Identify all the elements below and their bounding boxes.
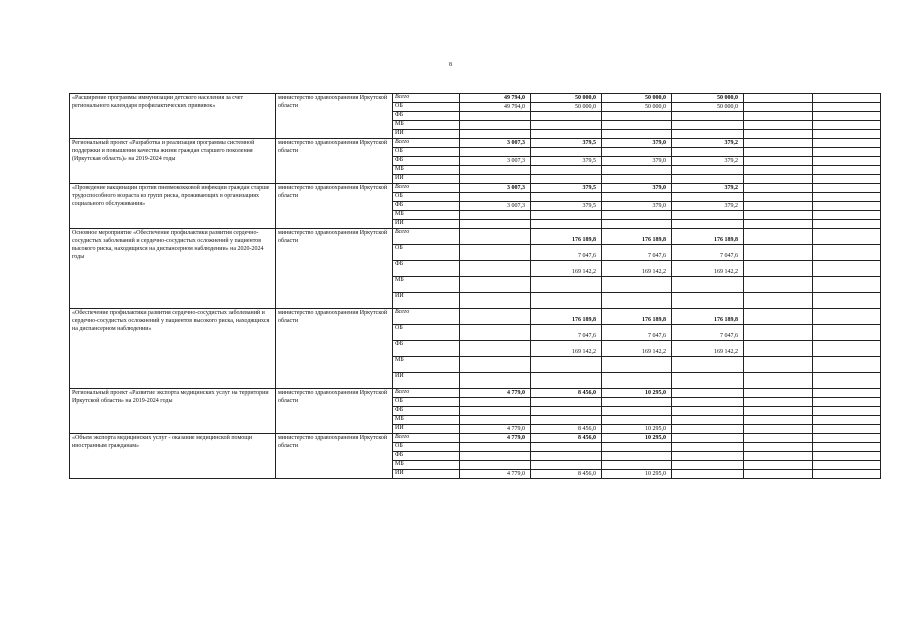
executor-name: министерство здравоохранения Иркутской области <box>276 94 393 139</box>
funding-value-year-4: 379,2 <box>672 184 744 193</box>
funding-value-year-3 <box>602 166 672 175</box>
funding-value-year-3: 7 047,6 <box>602 325 672 341</box>
funding-source-label: Всего <box>393 389 460 398</box>
funding-value-year-4: 379,2 <box>672 202 744 211</box>
funding-value-year-5 <box>744 103 813 112</box>
funding-value-year-4 <box>672 277 744 293</box>
funding-value-year-6 <box>813 407 881 416</box>
funding-value-year-5 <box>744 193 813 202</box>
funding-source-label: Всего <box>393 184 460 193</box>
funding-value-year-5 <box>744 425 813 434</box>
funding-value-year-6 <box>813 443 881 452</box>
table-row <box>70 229 881 245</box>
funding-value-year-2 <box>531 452 602 461</box>
funding-value-year-1: 3 007,3 <box>460 184 531 193</box>
funding-value-year-5 <box>744 112 813 121</box>
funding-value-year-2 <box>531 166 602 175</box>
funding-value-year-5 <box>744 452 813 461</box>
funding-source-label: ИИ <box>393 373 460 389</box>
funding-source-label: ОБ <box>393 398 460 407</box>
funding-value-year-5 <box>744 220 813 229</box>
funding-value-year-6 <box>813 373 881 389</box>
funding-value-year-1 <box>460 416 531 425</box>
funding-value-year-2 <box>531 407 602 416</box>
funding-value-year-3 <box>602 193 672 202</box>
funding-value-year-1 <box>460 357 531 373</box>
funding-value-year-2 <box>531 193 602 202</box>
funding-value-year-2: 8 456,0 <box>531 425 602 434</box>
funding-value-year-1 <box>460 193 531 202</box>
funding-source-label: ИИ <box>393 130 460 139</box>
funding-value-year-4 <box>672 130 744 139</box>
funding-value-year-1: 49 794,0 <box>460 94 531 103</box>
funding-value-year-2: 379,5 <box>531 184 602 193</box>
funding-value-year-1 <box>460 220 531 229</box>
funding-source-label: ФБ <box>393 407 460 416</box>
funding-source-label: МБ <box>393 121 460 130</box>
funding-source-label: Всего <box>393 94 460 103</box>
funding-source-label: МБ <box>393 357 460 373</box>
funding-value-year-5 <box>744 202 813 211</box>
funding-value-year-1: 3 007,3 <box>460 157 531 166</box>
funding-value-year-6 <box>813 470 881 479</box>
funding-value-year-4 <box>672 452 744 461</box>
funding-value-year-4 <box>672 398 744 407</box>
funding-value-year-4 <box>672 416 744 425</box>
funding-value-year-1: 3 007,3 <box>460 139 531 148</box>
funding-value-year-1: 4 779,0 <box>460 389 531 398</box>
activity-name: Региональный проект «Развитие экспорта медицинских услуг на территории Иркутской области» на 2019-2024 годы <box>70 389 276 434</box>
funding-source-label: Всего <box>393 229 460 245</box>
funding-value-year-4 <box>672 193 744 202</box>
funding-value-year-3: 176 189,8 <box>602 229 672 245</box>
funding-value-year-3 <box>602 407 672 416</box>
funding-value-year-3 <box>602 220 672 229</box>
funding-value-year-2 <box>531 461 602 470</box>
funding-value-year-1 <box>460 293 531 309</box>
funding-value-year-6 <box>813 341 881 357</box>
funding-value-year-4: 50 000,0 <box>672 103 744 112</box>
funding-value-year-3: 50 000,0 <box>602 103 672 112</box>
funding-value-year-3 <box>602 211 672 220</box>
funding-value-year-6 <box>813 461 881 470</box>
funding-value-year-4: 379,2 <box>672 139 744 148</box>
funding-value-year-4 <box>672 175 744 184</box>
funding-value-year-6 <box>813 211 881 220</box>
funding-value-year-6 <box>813 148 881 157</box>
funding-source-label: ИИ <box>393 470 460 479</box>
table-row <box>70 184 881 193</box>
funding-value-year-2: 379,5 <box>531 157 602 166</box>
funding-value-year-4 <box>672 434 744 443</box>
executor-name: министерство здравоохранения Иркутской области <box>276 389 393 434</box>
funding-value-year-4 <box>672 211 744 220</box>
funding-value-year-5 <box>744 470 813 479</box>
funding-value-year-5 <box>744 407 813 416</box>
funding-value-year-5 <box>744 357 813 373</box>
funding-value-year-2: 169 142,2 <box>531 341 602 357</box>
funding-value-year-2 <box>531 220 602 229</box>
funding-value-year-6 <box>813 184 881 193</box>
funding-value-year-5 <box>744 94 813 103</box>
funding-value-year-1 <box>460 112 531 121</box>
funding-value-year-3: 379,0 <box>602 202 672 211</box>
funding-value-year-5 <box>744 443 813 452</box>
funding-value-year-5 <box>744 434 813 443</box>
funding-value-year-5 <box>744 261 813 277</box>
funding-value-year-3: 379,0 <box>602 157 672 166</box>
funding-source-label: ФБ <box>393 157 460 166</box>
funding-value-year-3: 10 295,0 <box>602 470 672 479</box>
funding-value-year-2: 7 047,6 <box>531 325 602 341</box>
funding-value-year-5 <box>744 325 813 341</box>
funding-value-year-2: 176 189,8 <box>531 229 602 245</box>
funding-source-label: МБ <box>393 211 460 220</box>
funding-value-year-4 <box>672 461 744 470</box>
funding-value-year-5 <box>744 293 813 309</box>
funding-value-year-4 <box>672 389 744 398</box>
funding-value-year-4: 176 189,8 <box>672 309 744 325</box>
funding-value-year-3 <box>602 373 672 389</box>
funding-value-year-6 <box>813 416 881 425</box>
funding-value-year-6 <box>813 277 881 293</box>
funding-value-year-5 <box>744 461 813 470</box>
funding-value-year-6 <box>813 139 881 148</box>
table-row <box>70 309 881 325</box>
funding-value-year-2 <box>531 373 602 389</box>
funding-value-year-4: 7 047,6 <box>672 245 744 261</box>
funding-value-year-6 <box>813 175 881 184</box>
funding-value-year-5 <box>744 157 813 166</box>
funding-value-year-2: 379,5 <box>531 202 602 211</box>
activity-name: «Объем экспорта медицинских услуг - оказание медицинской помощи иностранным гражданам» <box>70 434 276 479</box>
table-row <box>70 389 881 398</box>
funding-source-label: ФБ <box>393 261 460 277</box>
funding-source-label: ОБ <box>393 193 460 202</box>
funding-source-label: ФБ <box>393 341 460 357</box>
funding-source-label: ОБ <box>393 148 460 157</box>
funding-value-year-3 <box>602 452 672 461</box>
funding-value-year-5 <box>744 309 813 325</box>
funding-value-year-5 <box>744 166 813 175</box>
funding-value-year-2 <box>531 148 602 157</box>
funding-value-year-1 <box>460 452 531 461</box>
executor-name: министерство здравоохранения Иркутской области <box>276 309 393 389</box>
funding-value-year-2 <box>531 112 602 121</box>
funding-value-year-1: 4 779,0 <box>460 434 531 443</box>
funding-value-year-4 <box>672 470 744 479</box>
executor-name: министерство здравоохранения Иркутской области <box>276 184 393 229</box>
funding-value-year-2: 50 000,0 <box>531 94 602 103</box>
funding-value-year-6 <box>813 166 881 175</box>
funding-value-year-4: 169 142,2 <box>672 341 744 357</box>
funding-value-year-6 <box>813 157 881 166</box>
funding-source-label: МБ <box>393 416 460 425</box>
funding-source-label: ИИ <box>393 425 460 434</box>
funding-value-year-1 <box>460 309 531 325</box>
table-row <box>70 139 881 148</box>
funding-value-year-1 <box>460 130 531 139</box>
funding-value-year-6 <box>813 245 881 261</box>
funding-value-year-5 <box>744 211 813 220</box>
funding-table <box>69 93 881 479</box>
funding-value-year-5 <box>744 389 813 398</box>
funding-value-year-2: 8 456,0 <box>531 389 602 398</box>
funding-value-year-2: 8 456,0 <box>531 434 602 443</box>
funding-value-year-6 <box>813 434 881 443</box>
funding-value-year-3: 50 000,0 <box>602 94 672 103</box>
funding-value-year-6 <box>813 112 881 121</box>
funding-value-year-4 <box>672 112 744 121</box>
funding-source-label: ОБ <box>393 443 460 452</box>
executor-name: министерство здравоохранения Иркутской области <box>276 434 393 479</box>
funding-source-label: ОБ <box>393 245 460 261</box>
funding-value-year-2 <box>531 277 602 293</box>
funding-value-year-6 <box>813 425 881 434</box>
funding-value-year-3 <box>602 175 672 184</box>
funding-value-year-3: 379,0 <box>602 184 672 193</box>
funding-value-year-1 <box>460 277 531 293</box>
funding-value-year-1 <box>460 373 531 389</box>
activity-name: Основное мероприятие «Обеспечение профилактики развития сердечно-сосудистых заболеваний и сердечно-сосудистых осложнений у пациентов высокого риска, находящихся на диспансерном наблюдении» на 2020-2024 годы <box>70 229 276 309</box>
funding-value-year-2 <box>531 398 602 407</box>
funding-value-year-3: 169 142,2 <box>602 341 672 357</box>
funding-value-year-3 <box>602 130 672 139</box>
funding-value-year-6 <box>813 193 881 202</box>
funding-source-label: МБ <box>393 277 460 293</box>
funding-value-year-3: 10 295,0 <box>602 389 672 398</box>
activity-name: Региональный проект «Разработка и реализация программы системной поддержки и повышения качества жизни граждан старшего поколения (Иркутская область)» на 2019-2024 годы <box>70 139 276 184</box>
funding-value-year-4: 7 047,6 <box>672 325 744 341</box>
funding-value-year-6 <box>813 130 881 139</box>
funding-value-year-3 <box>602 357 672 373</box>
funding-value-year-6 <box>813 103 881 112</box>
funding-value-year-2 <box>531 211 602 220</box>
funding-value-year-1 <box>460 121 531 130</box>
funding-source-label: ИИ <box>393 293 460 309</box>
funding-value-year-3: 10 295,0 <box>602 434 672 443</box>
funding-source-label: Всего <box>393 139 460 148</box>
funding-value-year-6 <box>813 220 881 229</box>
funding-value-year-5 <box>744 229 813 245</box>
funding-value-year-1 <box>460 461 531 470</box>
funding-value-year-2 <box>531 175 602 184</box>
funding-source-label: ИИ <box>393 220 460 229</box>
funding-value-year-6 <box>813 325 881 341</box>
funding-source-label: МБ <box>393 461 460 470</box>
funding-value-year-1 <box>460 407 531 416</box>
funding-source-label: ИИ <box>393 175 460 184</box>
funding-value-year-3 <box>602 398 672 407</box>
funding-source-label: МБ <box>393 166 460 175</box>
funding-table-body <box>70 94 881 479</box>
funding-value-year-4: 169 142,2 <box>672 261 744 277</box>
funding-value-year-6 <box>813 357 881 373</box>
funding-value-year-4 <box>672 121 744 130</box>
page-number: 8 <box>449 62 452 68</box>
funding-value-year-3: 7 047,6 <box>602 245 672 261</box>
funding-value-year-4 <box>672 148 744 157</box>
funding-value-year-3: 169 142,2 <box>602 261 672 277</box>
funding-value-year-2 <box>531 443 602 452</box>
funding-value-year-4 <box>672 443 744 452</box>
funding-value-year-3 <box>602 293 672 309</box>
funding-value-year-5 <box>744 373 813 389</box>
funding-value-year-2 <box>531 357 602 373</box>
executor-name: министерство здравоохранения Иркутской области <box>276 229 393 309</box>
funding-source-label: ОБ <box>393 325 460 341</box>
funding-value-year-6 <box>813 398 881 407</box>
funding-value-year-1 <box>460 211 531 220</box>
funding-value-year-1 <box>460 398 531 407</box>
funding-value-year-3 <box>602 461 672 470</box>
funding-value-year-3: 379,0 <box>602 139 672 148</box>
funding-value-year-2 <box>531 293 602 309</box>
table-row <box>70 434 881 443</box>
funding-value-year-4 <box>672 373 744 389</box>
funding-value-year-4 <box>672 425 744 434</box>
funding-value-year-4: 50 000,0 <box>672 94 744 103</box>
funding-value-year-3 <box>602 148 672 157</box>
funding-value-year-2: 379,5 <box>531 139 602 148</box>
funding-value-year-3 <box>602 121 672 130</box>
funding-source-label: ОБ <box>393 103 460 112</box>
funding-value-year-1: 49 794,0 <box>460 103 531 112</box>
funding-value-year-2 <box>531 121 602 130</box>
funding-value-year-6 <box>813 261 881 277</box>
funding-value-year-6 <box>813 293 881 309</box>
funding-value-year-5 <box>744 139 813 148</box>
funding-value-year-1: 4 779,0 <box>460 425 531 434</box>
funding-value-year-6 <box>813 452 881 461</box>
funding-value-year-1 <box>460 325 531 341</box>
funding-value-year-3 <box>602 277 672 293</box>
funding-value-year-1 <box>460 229 531 245</box>
funding-value-year-4: 379,2 <box>672 157 744 166</box>
funding-value-year-3 <box>602 443 672 452</box>
funding-source-label: Всего <box>393 434 460 443</box>
funding-value-year-2: 50 000,0 <box>531 103 602 112</box>
funding-value-year-2 <box>531 416 602 425</box>
funding-value-year-1 <box>460 245 531 261</box>
funding-value-year-6 <box>813 229 881 245</box>
funding-value-year-1 <box>460 148 531 157</box>
funding-value-year-1 <box>460 261 531 277</box>
funding-value-year-5 <box>744 398 813 407</box>
funding-value-year-5 <box>744 148 813 157</box>
funding-value-year-1: 3 007,3 <box>460 202 531 211</box>
funding-value-year-5 <box>744 416 813 425</box>
executor-name: министерство здравоохранения Иркутской области <box>276 139 393 184</box>
funding-value-year-6 <box>813 202 881 211</box>
activity-name: «Проведение вакцинации против пневмококковой инфекции граждан старше трудоспособного возраста из групп риска, проживающих в организациях социального обслуживания» <box>70 184 276 229</box>
funding-value-year-6 <box>813 389 881 398</box>
funding-value-year-2: 8 456,0 <box>531 470 602 479</box>
funding-value-year-3 <box>602 416 672 425</box>
activity-name: «Расширение программы иммунизации детского населения за счет регионального календаря профилактических прививок» <box>70 94 276 139</box>
funding-value-year-4 <box>672 357 744 373</box>
funding-value-year-1 <box>460 175 531 184</box>
funding-value-year-2 <box>531 130 602 139</box>
funding-value-year-3: 10 295,0 <box>602 425 672 434</box>
funding-value-year-4 <box>672 293 744 309</box>
funding-value-year-1 <box>460 443 531 452</box>
funding-value-year-2: 176 189,8 <box>531 309 602 325</box>
funding-value-year-4 <box>672 407 744 416</box>
funding-value-year-2: 7 047,6 <box>531 245 602 261</box>
funding-value-year-5 <box>744 184 813 193</box>
funding-value-year-4: 176 189,8 <box>672 229 744 245</box>
funding-value-year-6 <box>813 309 881 325</box>
funding-source-label: Всего <box>393 309 460 325</box>
funding-value-year-4 <box>672 166 744 175</box>
funding-value-year-5 <box>744 245 813 261</box>
activity-name: «Обеспечение профилактики развития сердечно-сосудистых заболеваний и сердечно-сосудистых осложнений у пациентов высокого риска, находящихся на диспансерном наблюдении» <box>70 309 276 389</box>
funding-value-year-3: 176 189,8 <box>602 309 672 325</box>
funding-value-year-4 <box>672 220 744 229</box>
funding-value-year-5 <box>744 277 813 293</box>
funding-value-year-1 <box>460 341 531 357</box>
funding-value-year-6 <box>813 121 881 130</box>
table-row <box>70 94 881 103</box>
funding-value-year-1 <box>460 166 531 175</box>
funding-source-label: ФБ <box>393 112 460 121</box>
funding-value-year-5 <box>744 130 813 139</box>
funding-value-year-3 <box>602 112 672 121</box>
funding-value-year-2: 169 142,2 <box>531 261 602 277</box>
funding-source-label: ФБ <box>393 452 460 461</box>
funding-value-year-6 <box>813 94 881 103</box>
funding-value-year-5 <box>744 175 813 184</box>
funding-value-year-5 <box>744 121 813 130</box>
funding-source-label: ФБ <box>393 202 460 211</box>
funding-value-year-5 <box>744 341 813 357</box>
funding-value-year-1: 4 779,0 <box>460 470 531 479</box>
